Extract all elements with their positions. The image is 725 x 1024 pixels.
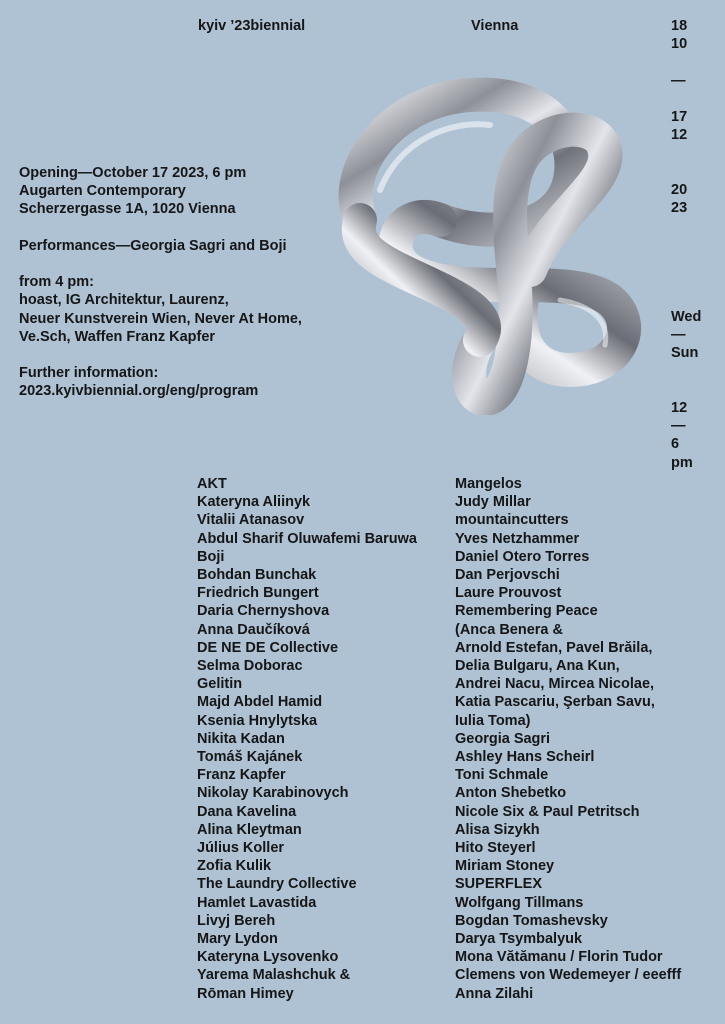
- artist-name: Miriam Stoney: [455, 858, 555, 875]
- schedule-line: 12: [671, 399, 688, 416]
- artist-name: Rōman Himey: [197, 985, 294, 1002]
- schedule-column: [671, 17, 725, 472]
- schedule-line: [671, 90, 725, 108]
- artist-name: Iulia Toma): [455, 712, 531, 729]
- artist-name: Franz Kapfer: [197, 767, 286, 784]
- further-info-label: Further information:: [19, 365, 159, 382]
- artist-name: AKT: [197, 476, 227, 492]
- artist-name: Nikolay Karabinovych: [197, 785, 349, 802]
- artist-name: DE NE DE Collective: [197, 639, 339, 656]
- from-time-line: from 4 pm:: [19, 274, 94, 291]
- artist-name: Július Koller: [197, 840, 285, 857]
- artist-name: Boji: [197, 548, 225, 565]
- schedule-line: [671, 144, 725, 162]
- artist-name: Majd Abdel Hamid: [197, 694, 323, 711]
- artist-name: Gelitin: [197, 676, 243, 693]
- schedule-line: 20: [671, 181, 688, 198]
- program-url[interactable]: 2023.kyivbiennial.org/eng/program: [19, 383, 259, 400]
- schedule-line: 12: [671, 127, 688, 144]
- schedule-line: [671, 217, 725, 235]
- artist-name: Tomáš Kajánek: [197, 749, 303, 766]
- artist-name: Alina Kleytman: [197, 821, 302, 838]
- artist-name: Mary Lydon: [197, 931, 278, 948]
- chrome-knot-image: [320, 70, 650, 415]
- schedule-line: [671, 253, 725, 271]
- artist-name: Zofia Kulik: [197, 858, 272, 875]
- artist-name: Bohdan Bunchak: [197, 567, 317, 584]
- partners-line: hoast, IG Architektur, Laurenz,: [19, 292, 229, 309]
- artist-name: Vitalii Atanasov: [197, 512, 305, 529]
- schedule-line: 6: [671, 436, 680, 453]
- schedule-line: pm: [671, 454, 693, 471]
- schedule-line: 10: [671, 36, 688, 53]
- artist-name: Daniel Otero Torres: [455, 548, 590, 565]
- artists-list-right: [455, 475, 681, 1003]
- artist-name: Darya Tsymbalyuk: [455, 931, 583, 948]
- schedule-line: [671, 272, 725, 290]
- opening-line: Opening—October 17 2023, 6 pm: [19, 165, 247, 181]
- artist-name: Yves Netzhammer: [455, 530, 580, 547]
- artist-name: SUPERFLEX: [455, 876, 543, 893]
- artist-name: Remembering Peace: [455, 603, 598, 620]
- artist-name: The Laundry Collective: [197, 876, 357, 893]
- artist-name: Nikita Kadan: [197, 730, 285, 747]
- artist-name: Toni Schmale: [455, 767, 549, 784]
- schedule-line: 23: [671, 199, 688, 216]
- schedule-line: 18: [671, 18, 688, 34]
- address-line: Scherzergasse 1A, 1020 Vienna: [19, 201, 236, 218]
- artist-name: Hito Steyerl: [455, 840, 536, 857]
- artist-name: Selma Doborac: [197, 658, 303, 675]
- artist-name: Dan Perjovschi: [455, 567, 560, 584]
- artist-name: Laure Prouvost: [455, 585, 562, 602]
- schedule-line: [671, 381, 725, 399]
- schedule-line: 17: [671, 108, 688, 125]
- schedule-line: [671, 363, 725, 381]
- artists-list-left: [197, 475, 417, 1003]
- artist-name: Anna Zilahi: [455, 985, 534, 1002]
- schedule-line: [671, 290, 725, 308]
- partners-line: Ve.Sch, Waffen Franz Kapfer: [19, 328, 216, 345]
- schedule-line: —: [671, 327, 686, 344]
- schedule-line: [671, 163, 725, 181]
- artist-name: Bogdan Tomashevsky: [455, 912, 608, 929]
- artist-name: Kateryna Aliinyk: [197, 494, 311, 511]
- artist-name: Friedrich Bungert: [197, 585, 319, 602]
- artist-name: Ksenia Hnylytska: [197, 712, 318, 729]
- venue-line: Augarten Contemporary: [19, 183, 186, 200]
- city-label: Vienna: [471, 18, 519, 34]
- schedule-line: —: [671, 418, 686, 435]
- artist-name: Yarema Malashchuk &: [197, 967, 351, 984]
- artist-name: Georgia Sagri: [455, 730, 551, 747]
- artist-name: Livyj Bereh: [197, 912, 276, 929]
- artist-name: Hamlet Lavastida: [197, 894, 317, 911]
- artist-name: Mangelos: [455, 476, 522, 492]
- artist-name: Ashley Hans Scheirl: [455, 749, 595, 766]
- artist-name: Wolfgang Tillmans: [455, 894, 584, 911]
- artist-name: Arnold Estefan, Pavel Brăila,: [455, 639, 653, 656]
- artist-name: Andrei Nacu, Mircea Nicolae,: [455, 676, 655, 693]
- artist-name: Anna Daučíková: [197, 621, 310, 638]
- schedule-line: Sun: [671, 345, 699, 362]
- event-info: [19, 164, 349, 401]
- artist-name: Mona Vătămanu / Florin Tudor: [455, 949, 663, 966]
- schedule-line: [671, 53, 725, 71]
- artist-name: Delia Bulgaru, Ana Kun,: [455, 658, 620, 675]
- artist-name: Daria Chernyshova: [197, 603, 330, 620]
- artist-name: Judy Millar: [455, 494, 531, 511]
- schedule-line: [671, 235, 725, 253]
- artist-name: Nicole Six & Paul Petritsch: [455, 803, 640, 820]
- artist-name: Dana Kavelina: [197, 803, 297, 820]
- artist-name: Kateryna Lysovenko: [197, 949, 339, 966]
- artist-name: Clemens von Wedemeyer / eeefff: [455, 967, 682, 984]
- artist-name: Alisa Sizykh: [455, 821, 540, 838]
- artist-name: (Anca Benera &: [455, 621, 563, 638]
- schedule-line: Wed: [671, 309, 702, 325]
- artist-name: Abdul Sharif Oluwafemi Baruwa: [197, 530, 417, 547]
- schedule-line: —: [671, 72, 686, 89]
- performances-line: Performances—Georgia Sagri and Boji: [19, 237, 287, 254]
- artist-name: Anton Shebetko: [455, 785, 567, 802]
- biennial-title: kyiv ’23biennial: [198, 18, 306, 34]
- partners-line: Neuer Kunstverein Wien, Never At Home,: [19, 310, 302, 327]
- artist-name: mountaincutters: [455, 512, 569, 529]
- artist-name: Katia Pascariu, Şerban Savu,: [455, 694, 655, 711]
